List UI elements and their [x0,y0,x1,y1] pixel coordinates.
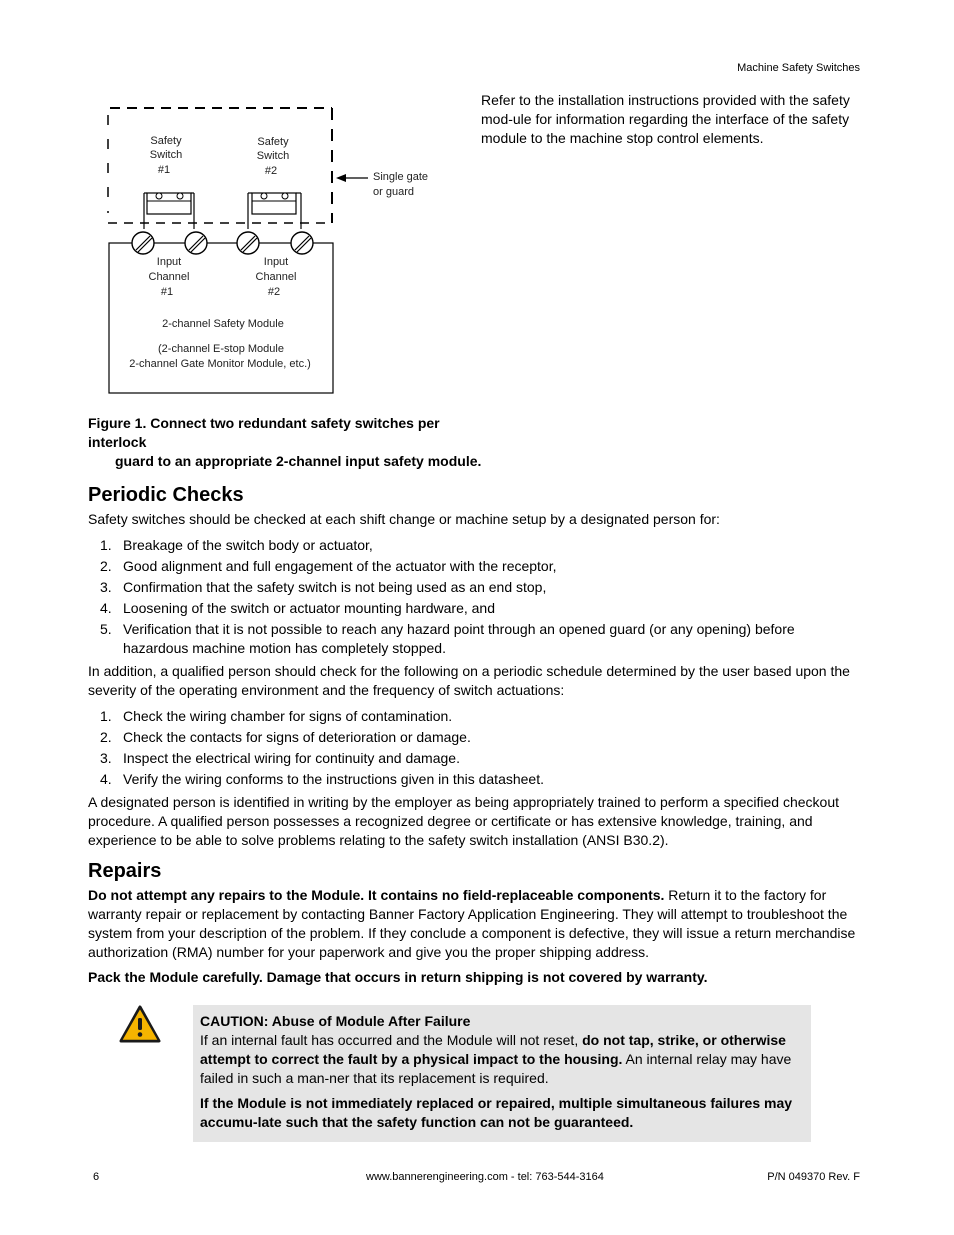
list-item: 1. Breakage of the switch body or actuator, [100,537,373,553]
list-item: 4. Verify the wiring conforms to the instructions given in this datasheet. [100,771,544,787]
module-sub-label-2: 2-channel Gate Monitor Module, etc.) [129,358,311,370]
pack-warning: Pack the Module carefully. Damage that occurs in return shipping is not covered by warranty. [88,969,708,985]
gate-label-2: or guard [373,186,414,198]
qualified-person-paragraph: In addition, a qualified person should check for the following on a periodic schedule determined by the user based upon the severity of the operating environment and the frequency of switch actuations: [88,663,850,698]
switch1-label-3: #1 [157,164,171,176]
caution-body: If an internal fault has occurred and the Module will not reset, do not tap, strike, or otherwise attempt to correct the fault by a physical impact to the housing. An internal relay may have failed in such a man-ner that its replacement is required. [200,1032,792,1086]
input1-label-1: Input [156,256,182,268]
switch2-contact-a [261,193,267,199]
terminal-2 [185,232,207,254]
list-item: 4. Loosening of the switch or actuator mounting hardware, and [100,600,496,616]
switch1-label-2: Switch [149,149,183,161]
input2-label-2: Channel [255,271,297,283]
caution-content [200,1012,800,1132]
periodic-checklist [88,536,863,660]
switch2-contact-b [282,193,288,199]
terminal-3 [237,232,259,254]
list-item: 1. Check the wiring chamber for signs of contamination. [100,708,453,724]
running-header: Machine Safety Switches [737,62,860,74]
gate-arrow-head [336,174,346,182]
list-item: 5. Verification that it is not possible to reach any hazard point through an opened guard (or any opening) before hazardous machine motion has completely stopped. [100,621,795,656]
switch2-label-2: Switch [256,150,290,162]
page-number: 6 [93,1171,100,1183]
switch1-label-1: Safety [150,135,182,147]
input1-label-2: Channel [148,271,190,283]
input2-label-3: #2 [267,286,281,298]
footer-website: www.bannerengineering.com - tel: 763-544-3164 [366,1171,604,1183]
terminal-4 [291,232,313,254]
input1-label-3: #1 [160,286,174,298]
switch2-label-3: #2 [264,165,278,177]
figure-caption [88,414,488,471]
switch1-body [147,193,191,214]
repairs-paragraph [88,886,863,962]
terminal-1 [132,232,154,254]
module-label: 2-channel Safety Module [162,318,284,330]
caption-line-1: Figure 1. Connect two redundant safety switches per interlock [88,415,440,450]
input2-label-1: Input [263,256,289,268]
periodic-intro: Safety switches should be checked at each shift change or machine setup by a designated person for: [88,511,720,527]
intro-paragraph: Refer to the installation instructions provided with the safety mod-ule for information regarding the interface of the safety module to the machine stop control elements. [481,92,850,146]
wiring-figure [100,95,440,405]
caution-bold-paragraph: If the Module is not immediately replaced or repaired, multiple simultaneous failures may accumu-late such that the safety function can not be guaranteed. [200,1095,793,1130]
repairs-bold-lead: Do not attempt any repairs to the Module. It contains no field-replaceable components. [88,887,665,903]
list-item: 2. Check the contacts for signs of deterioration or damage. [100,729,471,745]
repairs-heading: Repairs [88,860,162,882]
switch2-label-1: Safety [257,136,289,148]
periodic-checks-heading: Periodic Checks [88,484,244,506]
list-item: 2. Good alignment and full engagement of the actuator with the receptor, [100,558,557,574]
module-sub-label-1: (2-channel E-stop Module [158,343,284,355]
switch1-contact-a [156,193,162,199]
qualified-checklist [88,707,863,791]
repairs-text: Return it to the factory for warranty repair or replacement by contacting Banner Factory Application Engineering. They will attempt to troubleshoot the system from your description of the problem. If they conclude a component is defective, they will issue a return merchandise authorization (RMA) number for your paperwork and give you the proper shipping address. [88,887,856,960]
caption-line-2: guard to an appropriate 2-channel input safety module. [115,453,482,469]
list-item: 3. Confirmation that the safety switch is not being used as an end stop, [100,579,547,595]
caution-title: CAUTION: Abuse of Module After Failure [200,1013,471,1029]
gate-label-1: Single gate [373,171,429,183]
designated-person-paragraph: A designated person is identified in writing by the employer as being appropriately trained to perform a specified checkout procedure. A qualified person possesses a recognized degree or certificate or has extensive knowledge, training, and experience to be able to solve problems relating to the safety switch installation (ANSI B30.2). [88,794,839,848]
wiring-diagram [100,95,440,400]
switch1-contact-b [177,193,183,199]
switch2-body [252,193,296,214]
list-item: 3. Inspect the electrical wiring for continuity and damage. [100,750,460,766]
warning-triangle-icon [118,1004,162,1049]
footer-part-number: P/N 049370 Rev. F [767,1171,860,1183]
